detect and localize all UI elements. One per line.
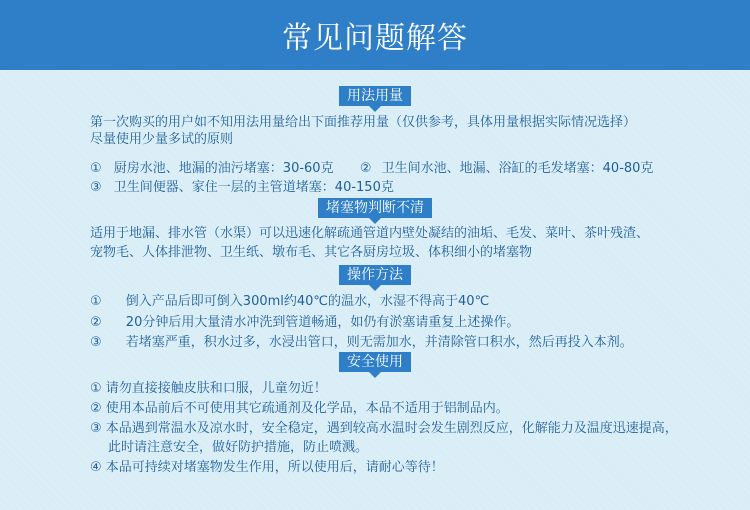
page-title: 常见问题解答 — [282, 21, 468, 56]
safety-item-4-text: 本品可持续对堵塞物发生作用，所以使用后，请耐心等待！ — [105, 460, 444, 475]
section-label-usage: 用法用量 — [339, 86, 411, 106]
safety-item-4 — [90, 459, 444, 477]
usage-intro-line-2: 尽量使用少量多试的原则 — [90, 132, 234, 147]
usage-item-1-text: 厨房水池、地漏的油污堵塞：30-60克 — [113, 161, 334, 176]
usage-intro-line-1: 第一次购买的用户如不知用法用量给出下面推荐用量（仅供参考，具体用量根据实际情况选择） — [90, 115, 637, 130]
method-item-1-text: 倒入产品后即可倒入300ml约40℃的温水，水湿不得高于40℃ — [125, 294, 490, 309]
clog-text-line-2: 宠物毛、人体排泄物、卫生纸、墩布毛、其它各厨房垃圾、体积细小的堵塞物 — [90, 245, 533, 260]
usage-item-2-number: ② — [359, 161, 372, 176]
safety-item-4-number: ④ — [90, 460, 102, 475]
safety-item-2-text: 使用本品前后不可使用其它疏通剂及化学品，本品不适用于铝制品内。 — [105, 401, 509, 416]
safety-item-1-text: 请勿直接接触皮肤和口服，儿童勿近！ — [105, 381, 327, 396]
method-item-2 — [90, 314, 519, 332]
usage-item-3-number: ③ — [90, 180, 102, 195]
section-label-safety: 安全使用 — [339, 352, 411, 372]
method-item-2-text: 20分钟后用大量清水冲洗到管道畅通，如仍有淤塞请重复上述操作。 — [125, 315, 520, 330]
safety-item-2-number: ② — [90, 401, 102, 416]
method-item-1 — [90, 293, 489, 311]
header-banner — [0, 0, 750, 70]
section-label-clog: 堵塞物判断不清 — [318, 198, 432, 218]
usage-row-1 — [90, 160, 653, 178]
safety-item-3-number: ③ — [90, 421, 102, 436]
safety-item-1-number: ① — [90, 381, 102, 396]
safety-item-3 — [90, 420, 678, 438]
clog-text-line-1: 适用于地漏、排水管（水渠）可以迅速化解疏通管道内壁处凝结的油垢、毛发、菜叶、茶叶残渣、 — [90, 226, 650, 241]
method-item-1-number: ① — [90, 294, 102, 309]
usage-item-1-number: ① — [90, 161, 102, 176]
method-item-3 — [90, 334, 633, 352]
safety-item-1 — [90, 380, 327, 398]
method-item-2-number: ② — [90, 315, 102, 330]
section-label-method: 操作方法 — [339, 265, 411, 285]
usage-row-2 — [90, 179, 394, 197]
method-item-3-number: ③ — [90, 335, 102, 350]
method-item-3-text: 若堵塞严重，积水过多，水浸出管口，则无需加水，并清除管口积水，然后再投入本剂。 — [125, 335, 633, 350]
usage-item-2-text: 卫生间水池、地漏、浴缸的毛发堵塞：40-80克 — [381, 161, 654, 176]
safety-item-2 — [90, 400, 509, 418]
usage-item-3-text: 卫生间便器、家住一层的主管道堵塞：40-150克 — [113, 180, 394, 195]
safety-item-3-text: 本品遇到常温水及凉水时，安全稳定，遇到较高水温时会发生剧烈反应，化解能力及温度迅速提高， — [105, 421, 678, 436]
safety-item-3-continuation: 此时请注意安全，做好防护措施，防止喷溅。 — [108, 440, 369, 455]
